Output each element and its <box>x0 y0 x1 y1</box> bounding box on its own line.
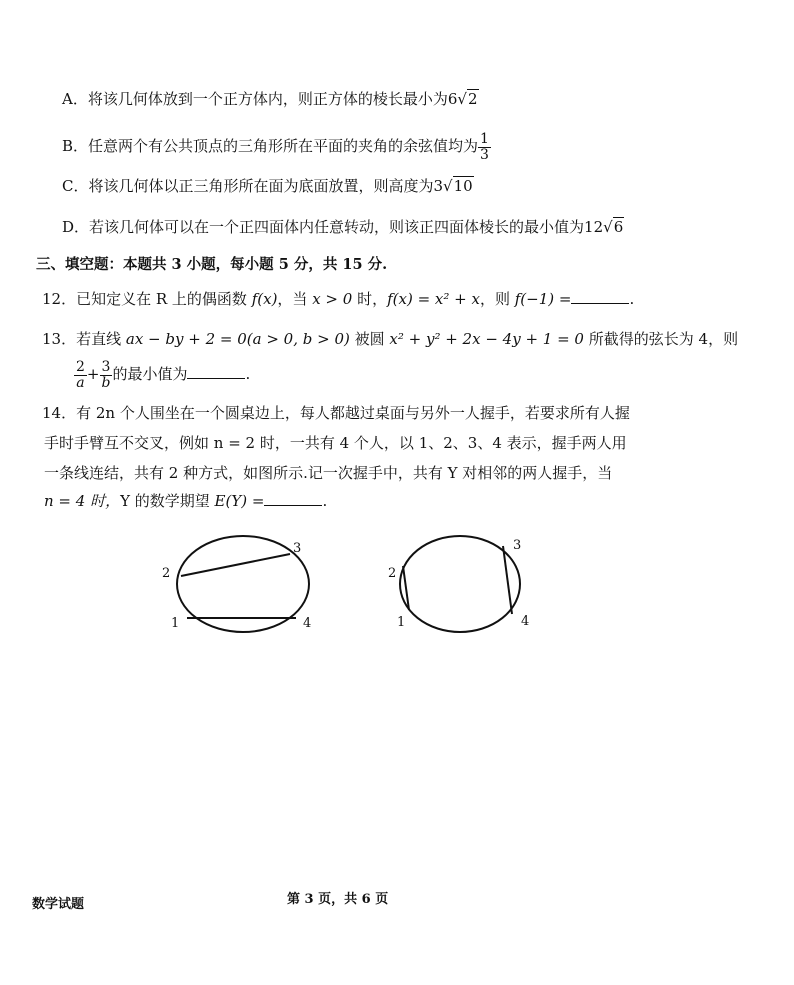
footer-page-number: 第 3 页，共 6 页 <box>287 892 389 907</box>
q12-text-3: 时， <box>352 290 388 308</box>
q13-text-2: 被圆 <box>349 330 390 348</box>
option-b-text: 任意两个有公共顶点的三角形所在平面的夹角的余弦值均为 <box>88 137 479 156</box>
q13-text-4: 的最小值为 <box>112 365 188 384</box>
q13-end: . <box>245 365 251 384</box>
option-a-text: 将该几何体放到一个正方体内，则正方体的棱长最小为 <box>87 90 448 108</box>
option-b <box>62 132 491 162</box>
question-12 <box>42 290 634 308</box>
question-13-line-2 <box>74 360 250 390</box>
option-a-label: A． <box>62 90 88 108</box>
option-a <box>62 90 479 108</box>
left-label-1: 1 <box>171 616 180 631</box>
right-label-1: 1 <box>397 615 406 630</box>
q13-line-equation: ax − by + 2 = 0(a > 0, b > 0) <box>125 330 350 348</box>
section-title: 三、填空题：本题共 3 小题，每小题 5 分，共 15 分. <box>36 256 388 273</box>
q13-answer-blank <box>187 366 245 379</box>
q12-end: . <box>629 290 635 308</box>
question-14-line-1 <box>42 404 630 422</box>
right-label-4: 4 <box>521 614 530 629</box>
question-14-line-3: 一条线连结，共有 2 种方式，如图所示.记一次握手中，共有 Y 对相邻的两人握手，当 <box>44 464 613 482</box>
q12-answer-blank <box>571 291 629 304</box>
option-d-coef: 12 <box>584 218 604 236</box>
q14-expectation-text: Y 的数学期望 <box>120 492 215 510</box>
q13-text-1: 若直线 <box>76 330 126 348</box>
option-b-fraction: $\frac{1}{3}$ <box>480 131 489 163</box>
q14-end: . <box>322 492 328 510</box>
option-d-label: D． <box>62 218 90 236</box>
option-a-radical: √2 <box>457 90 478 108</box>
q13-circle-equation: x² + y² + 2x − 4y + 1 = 0 <box>389 330 584 348</box>
right-label-2: 2 <box>388 566 397 581</box>
q12-text-4: ，则 <box>479 290 515 308</box>
left-handshake-2-3 <box>181 554 290 576</box>
question-13 <box>42 330 738 348</box>
option-c-radical: √10 <box>443 177 473 195</box>
q12-text-1: 已知定义在 R 上的偶函数 <box>76 290 252 308</box>
left-label-2: 2 <box>162 566 171 581</box>
q13-number: 13． <box>42 330 77 348</box>
option-d <box>62 218 624 236</box>
q12-number: 12． <box>42 290 77 308</box>
q14-number: 14． <box>42 404 77 422</box>
right-handshake-3-4 <box>503 546 512 614</box>
q13-plus: + <box>86 365 100 384</box>
option-d-radical: √6 <box>603 218 624 236</box>
handshake-diagram-left <box>162 536 311 632</box>
left-label-4: 4 <box>303 616 312 631</box>
q14-expectation-symbol: E(Y) = <box>214 492 265 510</box>
option-c-label: C． <box>62 177 89 195</box>
q13-fraction-1: $\frac{2}{a}$ <box>76 359 85 391</box>
q12-ask: f(−1) = <box>514 290 572 308</box>
question-14-line-2: 手时手臂互不交叉，例如 n = 2 时，一共有 4 个人，以 1、2、3、4 表示，握手两人用 <box>44 434 627 452</box>
q14-answer-blank <box>264 493 322 506</box>
option-d-text: 若该几何体可以在一个正四面体内任意转动，则该正四面体棱长的最小值为 <box>89 218 585 236</box>
handshake-figure <box>0 530 794 650</box>
footer-subject: 数学试题 <box>32 897 85 912</box>
option-b-label: B． <box>62 137 89 156</box>
handshake-diagram-right <box>388 536 529 632</box>
q12-f1: f(x) <box>251 290 278 308</box>
q13-text-3: 所截得的弦长为 4，则 <box>583 330 739 348</box>
q12-condition: x > 0 <box>312 290 353 308</box>
option-c-text: 将该几何体以正三角形所在面为底面放置，则高度为 <box>88 177 434 195</box>
q14-text-1: 有 2n 个人围坐在一个圆桌边上，每人都越过桌面与另外一人握手，若要求所有人握 <box>76 404 630 422</box>
right-table-ellipse <box>400 536 520 632</box>
left-label-3: 3 <box>293 541 302 556</box>
q13-fraction-2: $\frac{3}{b}$ <box>101 359 111 391</box>
option-c-coef: 3 <box>433 177 444 195</box>
right-label-3: 3 <box>513 538 522 553</box>
q12-expression: f(x) = x² + x <box>387 290 480 308</box>
question-14-line-4 <box>44 492 327 510</box>
option-a-coef: 6 <box>447 90 458 108</box>
option-c <box>62 177 474 195</box>
q12-text-2: ，当 <box>277 290 313 308</box>
q14-n-value: n = 4 时， <box>44 492 121 510</box>
